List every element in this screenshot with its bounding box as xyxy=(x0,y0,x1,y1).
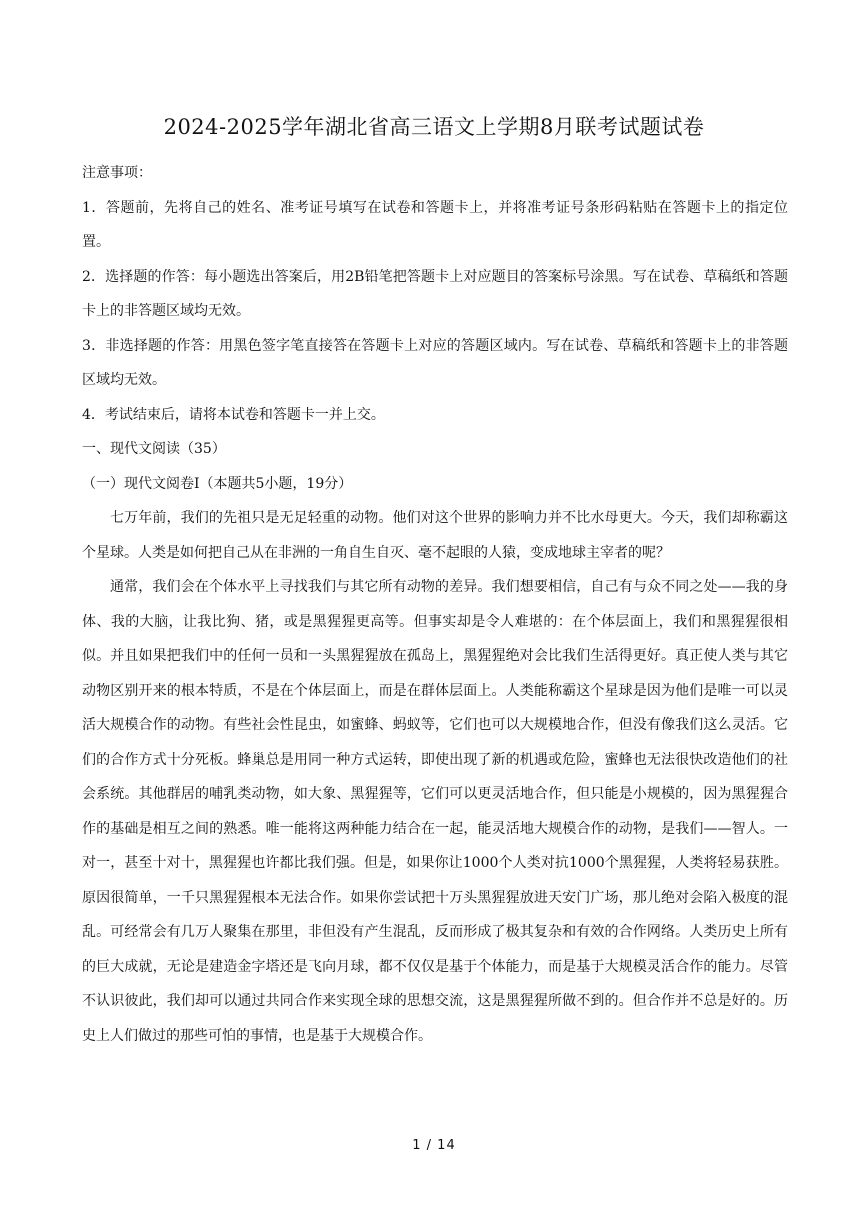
document-title: 2024-2025学年湖北省高三语文上学期8月联考试题试卷 xyxy=(163,115,705,139)
notice-heading: 注意事项： xyxy=(82,165,152,181)
notice-item-2: 2．选择题的作答：每小题选出答案后，用2B铅笔把答题卡上对应题目的答案标号涂黑。写在试卷、草稿纸和答题卡上的非答题区域均无效。 xyxy=(82,268,788,319)
document-body xyxy=(82,156,788,1053)
body-paragraph-2: 通常，我们会在个体水平上寻找我们与其它所有动物的差异。我们想要相信，自己有与众不同之处——我的身体、我的大脑，让我比狗、猪，或是黑猩猩更高等。但事实却是令人难堪的：在个体层面上，我们和黑猩猩很相似。并且如果把我们中的任何一员和一头黑猩猩放在孤岛上，黑猩猩绝对会比我们生活得更好。真正使人类与其它动物区别开来的根本特质，不是在个体层面上，而是在群体层面上。人类能称霸这个星球是因为他们是唯一可以灵活大规模合作的动物。有些社会性昆虫，如蜜蜂、蚂蚁等，它们也可以大规模地合作，但没有像我们这么灵活。它们的合作方式十分死板。蜂巢总是用同一种方式运转，即使出现了新的机遇或危险，蜜蜂也无法很快改造他们的社会系统。其他群居的哺乳类动物，如大象、黑猩猩等，它们可以更灵活地合作，但只能是小规模的，因为黑猩猩合作的基础是相互之间的熟悉。唯一能将这两种能力结合在一起，能灵活地大规模合作的动物，是我们——智人。一对一，甚至十对十，黑猩猩也许都比我们强。但是，如果你让1000个人类对抗1000个黑猩猩，人类将轻易获胜。原因很简单，一千只黑猩猩根本无法合作。如果你尝试把十万头黑猩猩放进天安门广场，那儿绝对会陷入极度的混乱。可经常会有几万人聚集在那里，非但没有产生混乱，反而形成了极其复杂和有效的合作网络。人类历史上所有的巨大成就，无论是建造金字塔还是飞向月球，都不仅仅是基于个体能力，而是基于大规模灵活合作的能力。尽管不认识彼此，我们却可以通过共同合作来实现全球的思想交流，这是黑猩猩所做不到的。但合作并不总是好的。历史上人们做过的那些可怕的事情，也是基于大规模合作。 xyxy=(82,579,788,1044)
page-number: 1 / 14 xyxy=(412,1138,456,1153)
section-heading: 一、现代文阅读（35） xyxy=(82,441,226,457)
notice-item-1: 1．答题前，先将自己的姓名、准考证号填写在试卷和答题卡上，并将准考证号条形码粘贴在答题卡上的指定位置。 xyxy=(82,199,788,250)
notice-item-4: 4．考试结束后，请将本试卷和答题卡一并上交。 xyxy=(82,406,385,423)
notice-item-3: 3．非选择题的作答：用黑色签字笔直接答在答题卡上对应的答题区域内。写在试卷、草稿纸和答题卡上的非答题区域均无效。 xyxy=(82,337,788,388)
body-paragraph-1: 七万年前，我们的先祖只是无足轻重的动物。他们对这个世界的影响力并不比水母更大。今天，我们却称霸这个星球。人类是如何把自己从在非洲的一角自生自灭、毫不起眼的人猿，变成地球主宰者的呢？ xyxy=(82,510,788,561)
subsection-heading: （一）现代文阅卷Ⅰ（本题共5小题，19分） xyxy=(82,475,353,492)
